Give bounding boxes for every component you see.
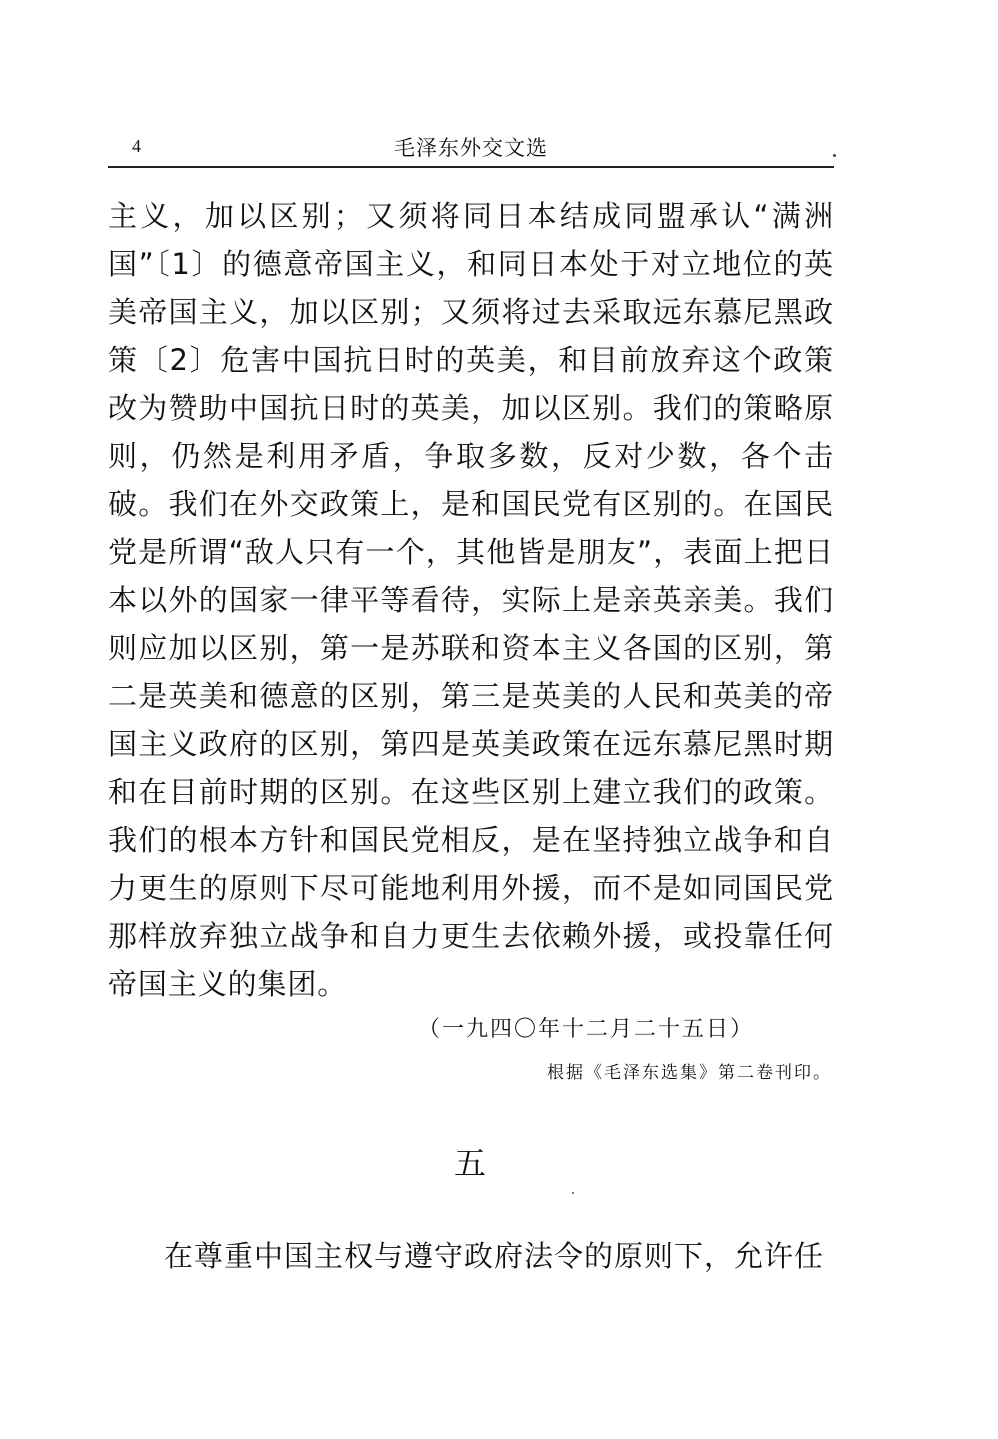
header-rule xyxy=(108,166,834,168)
section-number: 五 xyxy=(453,1144,486,1182)
source-note: 根据《毛泽东选集》第二卷刊印。 xyxy=(547,1063,832,1083)
header-dot xyxy=(833,154,836,157)
body-paragraph: 主义，加以区别；又须将同日本结成同盟承认“满洲国”〔1〕的德意帝国主义，和同日本处于对立地位的英美帝国主义，加以区别；又须将过去采取远东慕尼黑政策〔2〕危害中国抗日时的英美，和目前放弃这个政策改为赞助中国抗日时的英美，加以区别。我们的策略原则，仍然是利用矛盾，争取多数，反对少数，各个击破。我们在外交政策上，是和国民党有区别的。在国民党是所谓“敌人只有一个，其他皆是朋友”，表面上把日本以外的国家一律平等看待，实际上是亲英亲美。我们则应加以区别，第一是苏联和资本主义各国的区别，第二是英美和德意的区别，第三是英美的人民和英美的帝国主义政府的区别，第四是英美政策在远东慕尼黑时期和在目前时期的区别。在这些区别上建立我们的政策。我们的根本方针和国民党相反，是在坚持独立战争和自力更生的原则下尽可能地利用外援，而不是如同国民党那样放弃独立战争和自力更生去依赖外援，或投靠任何帝国主义的集团。 xyxy=(108,199,834,1001)
page-number: 4 xyxy=(132,136,141,156)
page-header xyxy=(108,128,834,168)
date-line: （一九四〇年十二月二十五日） xyxy=(418,1017,755,1042)
running-title: 毛泽东外交文选 xyxy=(394,136,548,160)
next-paragraph: 在尊重中国主权与遵守政府法令的原则下，允许任 xyxy=(164,1239,825,1273)
speck-mark xyxy=(572,1192,574,1194)
